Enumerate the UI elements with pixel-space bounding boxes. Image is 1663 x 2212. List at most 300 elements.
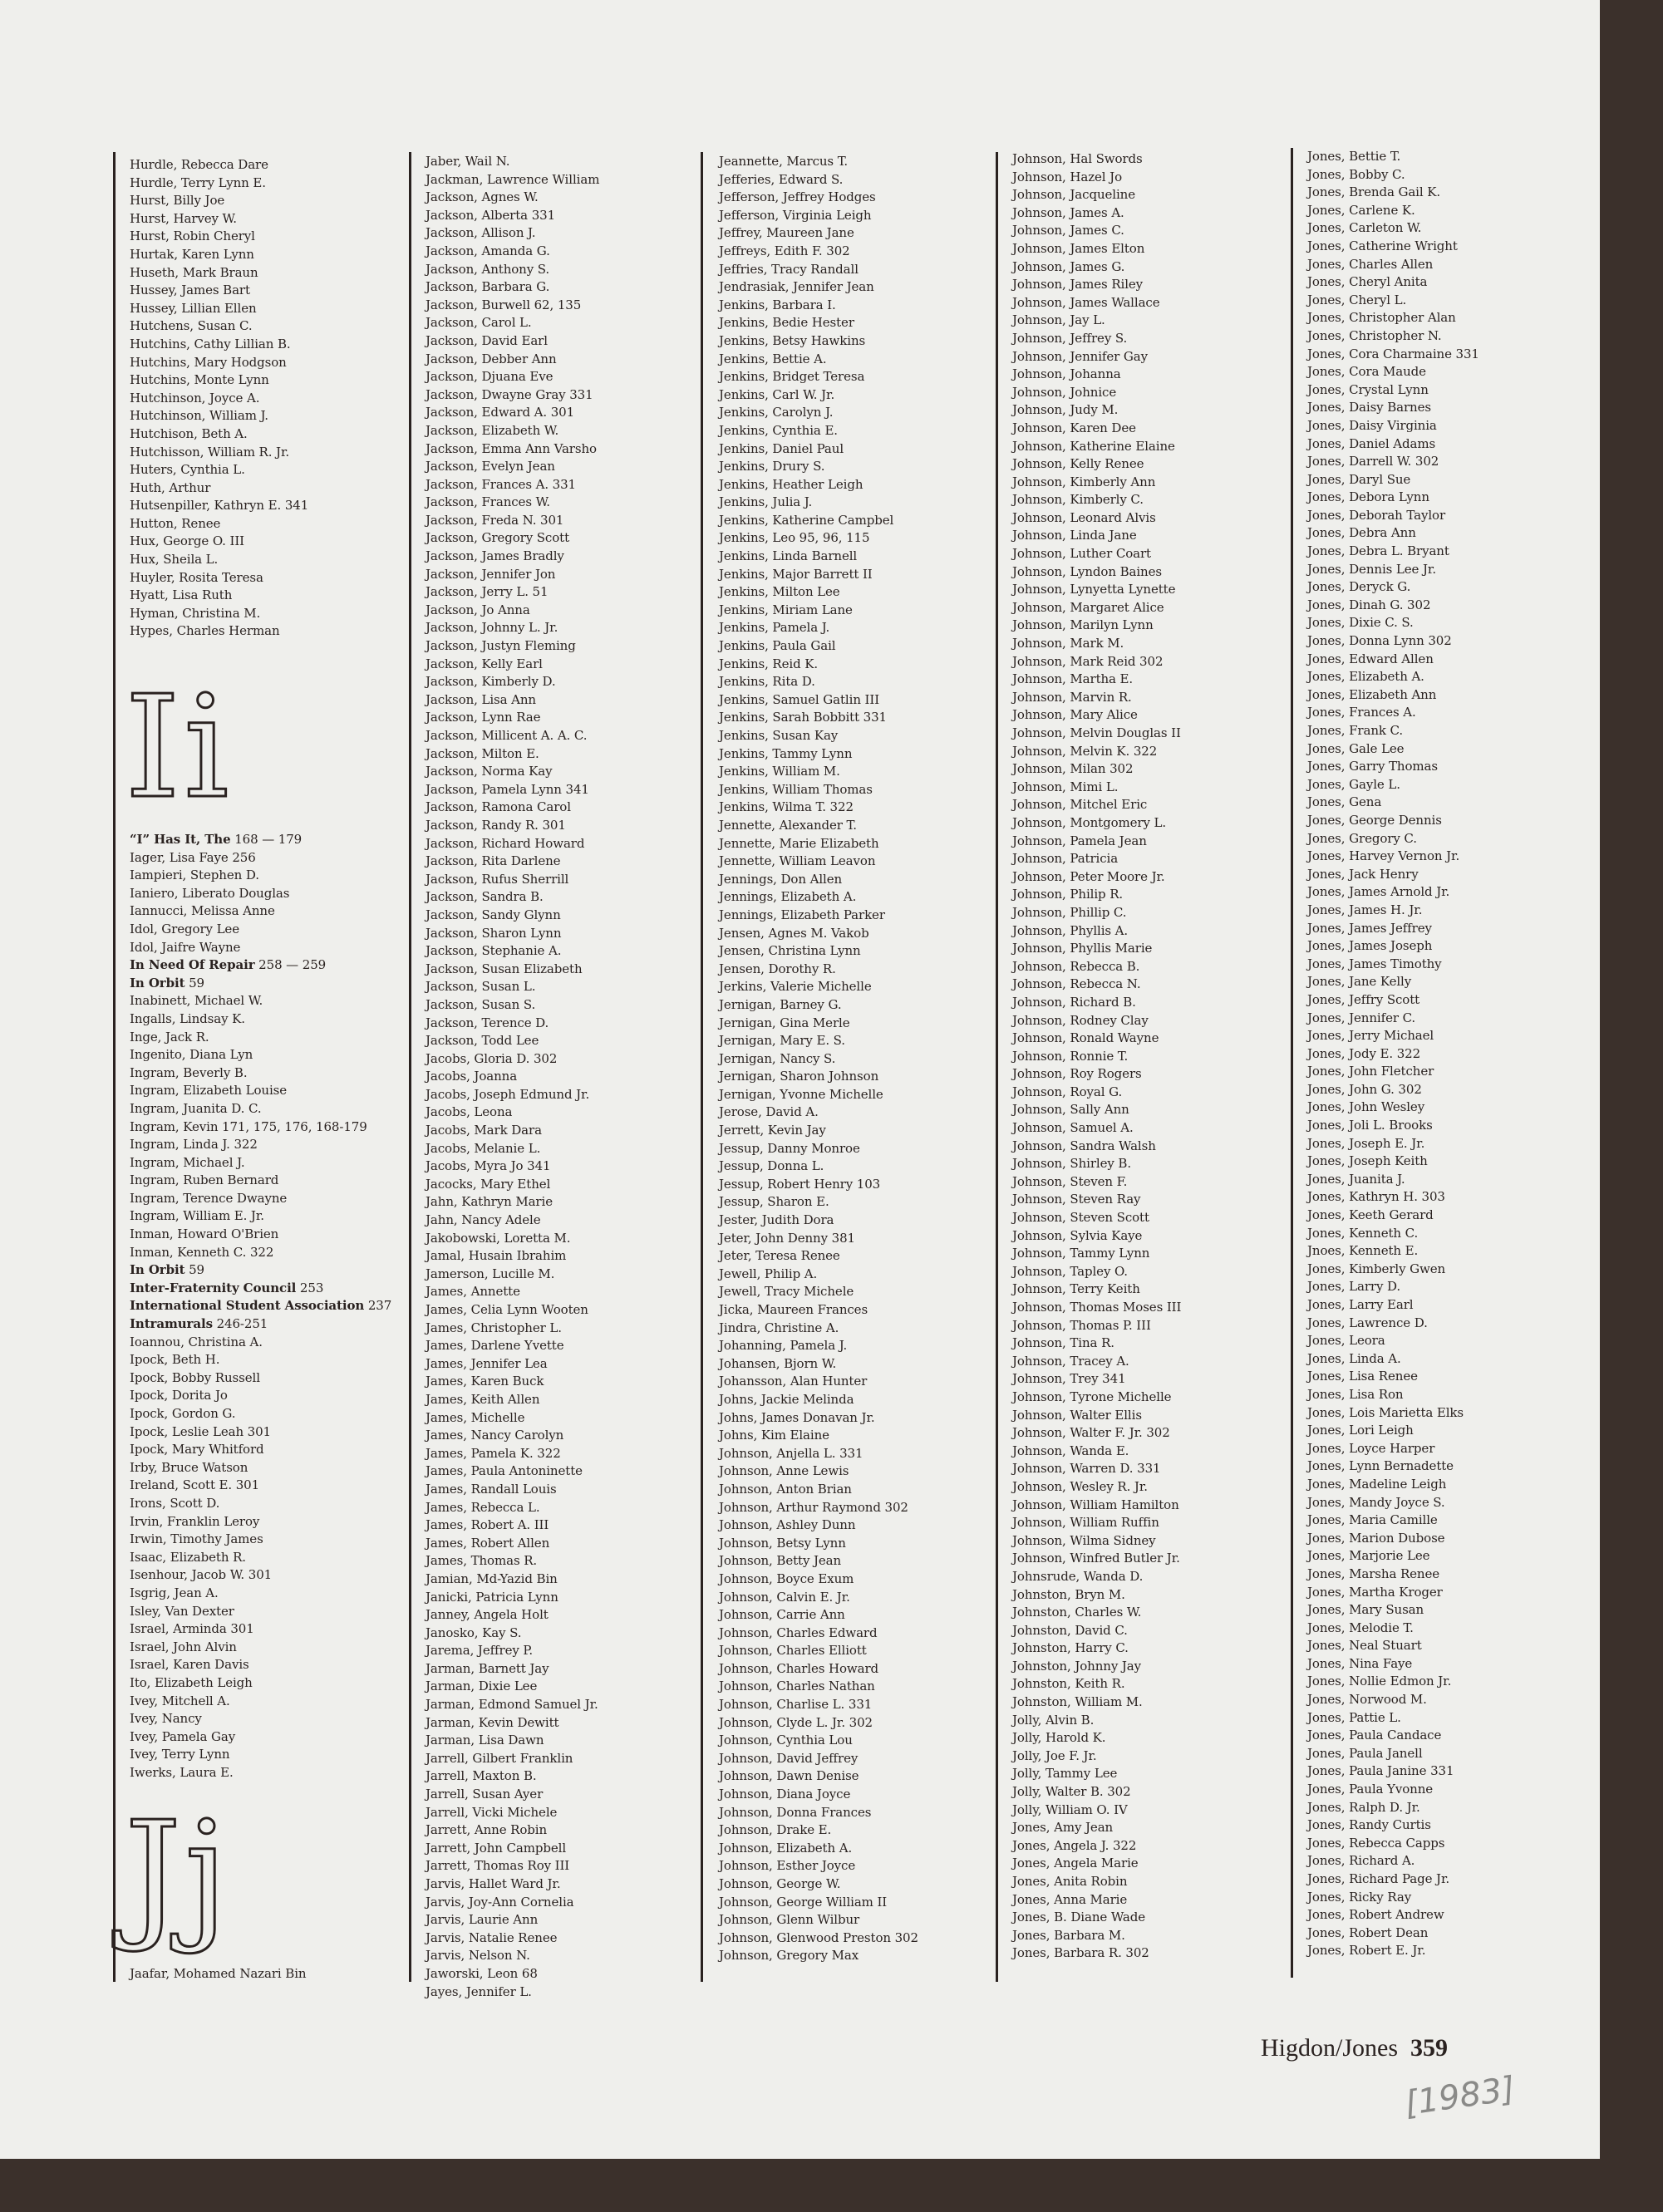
index-entry: Jones, Bobby C. — [1307, 166, 1405, 182]
index-entry: Jessup, Danny Monroe — [719, 1140, 860, 1156]
index-entry: Jones, Debra Ann — [1307, 525, 1416, 541]
index-entry: Johnson, Glenn Wilbur — [719, 1912, 860, 1928]
index-entry: Jackson, Susan S. — [426, 996, 536, 1012]
index-entry: Jenkins, Barbara I. — [719, 297, 836, 312]
index-entry: Johnson, Jeffrey S. — [1012, 330, 1128, 346]
index-entry: Johnson, Betty Jean — [719, 1553, 842, 1569]
index-entry: Jones, Elizabeth Ann — [1307, 686, 1437, 702]
index-entry: Hurdle, Rebecca Dare — [130, 157, 268, 172]
index-entry: Jacobs, Gloria D. 302 — [426, 1050, 558, 1066]
index-entry: Jennette, Marie Elizabeth — [719, 835, 879, 851]
index-entry: Jones, Barbara M. — [1012, 1927, 1125, 1943]
index-entry: Jones, Robert E. Jr. — [1307, 1943, 1426, 1959]
index-entry: Israel, Arminda 301 — [130, 1621, 254, 1637]
index-entry: Jackson, Evelyn Jean — [426, 459, 555, 474]
entry-pages: 258 — 259 — [254, 957, 327, 973]
index-entry: Jones, Jeffry Scott — [1307, 991, 1420, 1007]
index-entry: Isgrig, Jean A. — [130, 1585, 219, 1600]
index-entry: Hurtak, Karen Lynn — [130, 246, 254, 262]
index-entry: Jackson, Johnny L. Jr. — [426, 620, 558, 636]
index-entry: Jones, Nina Faye — [1307, 1655, 1413, 1671]
index-entry: Johnson, Warren D. 331 — [1012, 1461, 1161, 1477]
index-entry: Jacobs, Myra Jo 341 — [426, 1158, 551, 1174]
index-entry: Jarman, Barnett Jay — [426, 1660, 549, 1676]
index-entry: Jones, Maria Camille — [1307, 1512, 1438, 1528]
index-entry: Jackson, Sharon Lynn — [426, 925, 562, 941]
entry-pages: 237 — [364, 1298, 392, 1314]
index-column-4 — [1012, 150, 1181, 1963]
index-entry: Jones, Richard Page Jr. — [1307, 1871, 1450, 1886]
index-entry: Jarrett, Thomas Roy III — [426, 1858, 570, 1874]
entry-title: Inter-Fraternity Council — [130, 1280, 297, 1295]
index-entry: Jones, Carleton W. — [1307, 220, 1422, 236]
index-entry: Irwin, Timothy James — [130, 1531, 263, 1547]
index-entry: James, Nancy Carolyn — [426, 1428, 564, 1443]
index-entry: Johnson, Wesley R. Jr. — [1012, 1478, 1148, 1494]
index-entry: Jennette, William Leavon — [719, 853, 876, 869]
index-entry: Isley, Van Dexter — [130, 1603, 234, 1619]
index-entry: Jefferson, Jeffrey Hodges — [719, 189, 876, 205]
index-entry: Jenkins, Major Barrett II — [719, 566, 873, 582]
index-entry: Johnson, Esther Joyce — [719, 1858, 856, 1874]
index-entry: Jackson, Ramona Carol — [426, 799, 571, 815]
index-entry: Johnson, Marilyn Lynn — [1012, 617, 1154, 633]
index-entry: Jessup, Donna L. — [719, 1158, 824, 1174]
index-entry: Johnson, Kelly Renee — [1012, 456, 1144, 472]
index-entry: Johns, Jackie Melinda — [719, 1391, 854, 1407]
index-entry: James, Christopher L. — [426, 1320, 562, 1335]
index-entry: Jernigan, Sharon Johnson — [719, 1069, 879, 1084]
index-entry: James, Pamela K. 322 — [426, 1445, 561, 1461]
index-entry: Jones, Joli L. Brooks — [1307, 1118, 1433, 1133]
index-entry: Jenkins, William Thomas — [719, 781, 873, 797]
index-entry: Johnson, Carrie Ann — [719, 1607, 845, 1623]
index-entry: Jenkins, Julia J. — [719, 494, 813, 510]
index-entry: Jones, Jody E. 322 — [1307, 1045, 1421, 1061]
index-entry: Hypes, Charles Herman — [130, 623, 280, 639]
entry-title: Intramurals — [130, 1316, 213, 1332]
index-entry: Johnston, David C. — [1012, 1622, 1128, 1638]
page-number: 359 — [1410, 2034, 1448, 2062]
index-entry: Inge, Jack R. — [130, 1029, 209, 1045]
index-entry: Huth, Arthur — [130, 479, 211, 495]
index-entry: Jones, Donna Lynn 302 — [1307, 633, 1452, 649]
index-column-1-i — [130, 831, 391, 1782]
index-entry: James, Michelle — [426, 1409, 525, 1425]
index-entry: Jones, Rebecca Capps — [1307, 1835, 1445, 1851]
index-entry: Jaber, Wail N. — [426, 154, 510, 169]
index-entry: Jones, John Wesley — [1307, 1099, 1425, 1115]
index-entry: Johnson, Johnice — [1012, 384, 1117, 400]
index-entry: Jones, Linda A. — [1307, 1350, 1401, 1366]
index-entry: Johnson, Thomas Moses III — [1012, 1300, 1182, 1315]
index-entry: Johnson, William Hamilton — [1012, 1497, 1179, 1512]
index-entry: Jackson, Freda N. 301 — [426, 512, 564, 528]
index-entry: Johnson, Lyndon Baines — [1012, 563, 1162, 579]
index-entry — [130, 1297, 391, 1315]
index-entry: Jessup, Sharon E. — [719, 1194, 829, 1210]
index-entry: Johnston, Harry C. — [1012, 1640, 1129, 1656]
index-entry: Johnson, Boyce Exum — [719, 1571, 854, 1586]
index-entry: Johnson, Shirley B. — [1012, 1156, 1132, 1172]
index-entry: Hutchens, Susan C. — [130, 318, 253, 334]
index-entry: Jones, Ralph D. Jr. — [1307, 1799, 1420, 1815]
index-entry: Johansen, Bjorn W. — [719, 1355, 837, 1371]
column-rule — [996, 152, 998, 1982]
index-entry: Ito, Elizabeth Leigh — [130, 1674, 253, 1690]
index-entry: Jones, Deryck G. — [1307, 579, 1411, 595]
index-entry: Johnson, Anne Lewis — [719, 1463, 849, 1479]
index-entry: Janney, Angela Holt — [426, 1607, 549, 1623]
index-entry: Jones, Angela Marie — [1012, 1856, 1139, 1871]
index-entry: Jarrell, Gilbert Franklin — [426, 1750, 573, 1766]
index-entry: Jackson, Terence D. — [426, 1015, 549, 1030]
index-entry: Johnson, Elizabeth A. — [719, 1840, 853, 1856]
index-entry: Jackson, Rufus Sherrill — [426, 871, 569, 887]
index-entry: Jolly, Alvin B. — [1012, 1712, 1095, 1728]
index-entry: Jones, Gena — [1307, 794, 1382, 810]
index-entry: Johnson, Kimberly C. — [1012, 492, 1144, 508]
index-entry: Ingram, Linda J. 322 — [130, 1137, 258, 1153]
index-entry: Jensen, Dorothy R. — [719, 961, 836, 976]
index-entry: Jones, Mandy Joyce S. — [1307, 1494, 1445, 1510]
index-entry: Ivey, Terry Lynn — [130, 1747, 230, 1762]
index-entry: Johnson, Lynyetta Lynette — [1012, 582, 1176, 597]
index-entry: Jones, Garry Thomas — [1307, 759, 1438, 774]
index-entry: Jefferies, Edward S. — [719, 171, 844, 187]
index-entry — [130, 831, 391, 849]
index-entry: Johnston, William M. — [1012, 1694, 1143, 1710]
index-entry: Jolly, William O. IV — [1012, 1802, 1128, 1817]
index-entry: Johnson, William Ruffin — [1012, 1515, 1159, 1531]
index-entry: Johnson, Tapley O. — [1012, 1263, 1128, 1279]
index-entry: Jones, Cheryl Anita — [1307, 274, 1428, 290]
index-entry: Hutchins, Monte Lynn — [130, 372, 269, 388]
index-entry: Jones, Joseph Keith — [1307, 1153, 1428, 1169]
index-entry: Johnson, Dawn Denise — [719, 1768, 859, 1784]
index-entry: Jackson, Jerry L. 51 — [426, 584, 549, 600]
index-entry: Johnson, Sally Ann — [1012, 1102, 1129, 1118]
index-entry: Jackson, Justyn Fleming — [426, 638, 576, 654]
index-entry: Johnson, James Elton — [1012, 240, 1145, 256]
index-entry: Jackson, Emma Ann Varsho — [426, 440, 597, 456]
index-entry: Jackson, Burwell 62, 135 — [426, 297, 582, 312]
index-entry: Jernigan, Mary E. S. — [719, 1033, 845, 1049]
index-entry: Jones, Jack Henry — [1307, 866, 1419, 882]
index-entry: Jones, Jane Kelly — [1307, 974, 1412, 990]
index-entry: Johnson, Glenwood Preston 302 — [719, 1929, 918, 1945]
index-entry: Jerrett, Kevin Jay — [719, 1123, 826, 1138]
index-entry: Jolly, Walter B. 302 — [1012, 1784, 1131, 1800]
index-entry: Jarman, Dixie Lee — [426, 1679, 538, 1694]
index-entry: Ingram, William E. Jr. — [130, 1208, 264, 1224]
index-entry: Jeannette, Marcus T. — [719, 154, 849, 169]
index-entry: Jones, Mary Susan — [1307, 1602, 1424, 1618]
index-entry: Jenkins, Susan Kay — [719, 728, 839, 743]
index-entry: James, Darlene Yvette — [426, 1338, 564, 1354]
index-entry: Ingram, Juanita D. C. — [130, 1100, 262, 1116]
index-entry: Hux, Sheila L. — [130, 552, 219, 568]
index-entry: Jendrasiak, Jennifer Jean — [719, 279, 874, 295]
index-entry: Johnson, Cynthia Lou — [719, 1733, 853, 1748]
index-entry: Jones, Lawrence D. — [1307, 1315, 1428, 1330]
index-entry: James, Celia Lynn Wooten — [426, 1302, 588, 1317]
index-entry — [130, 975, 391, 993]
index-entry: Jarvis, Hallet Ward Jr. — [426, 1876, 561, 1891]
index-entry: Johnson, Betsy Lynn — [719, 1535, 846, 1551]
index-entry: Johnson, Royal G. — [1012, 1084, 1123, 1099]
index-entry: Jackson, Barbara G. — [426, 279, 550, 295]
index-entry: Johnston, Keith R. — [1012, 1676, 1125, 1692]
index-entry: Jones, Dixie C. S. — [1307, 615, 1414, 631]
index-entry: James, Keith Allen — [426, 1391, 540, 1407]
index-entry: Jackson, Elizabeth W. — [426, 422, 559, 438]
index-entry: Johnson, Judy M. — [1012, 402, 1119, 418]
index-entry: Jefferson, Virginia Leigh — [719, 207, 872, 223]
index-entry: Jeffrey, Maureen Jane — [719, 225, 854, 241]
index-entry: Ingram, Kevin 171, 175, 176, 168-179 — [130, 1118, 367, 1134]
index-entry: Jamal, Husain Ibrahim — [426, 1248, 567, 1264]
index-entry: Jones, George Dennis — [1307, 812, 1442, 828]
index-entry: Jones, Frank C. — [1307, 723, 1404, 738]
index-entry: Jackson, Frances A. 331 — [426, 476, 576, 492]
index-entry: Hurst, Billy Joe — [130, 193, 225, 209]
index-entry: Hutchison, Beth A. — [130, 425, 248, 441]
index-entry: Jones, Robert Dean — [1307, 1924, 1429, 1940]
index-entry: James, Rebecca L. — [426, 1499, 540, 1515]
index-entry: Johnson, Mitchel Eric — [1012, 797, 1148, 813]
index-entry: Jones, Ricky Ray — [1307, 1889, 1412, 1905]
index-entry: Jenkins, Leo 95, 96, 115 — [719, 530, 870, 546]
index-entry: Jnoes, Kenneth E. — [1307, 1243, 1419, 1259]
index-entry: Jahn, Kathryn Marie — [426, 1194, 553, 1210]
index-entry: Hutsenpiller, Kathryn E. 341 — [130, 498, 309, 514]
index-entry: Jones, Randy Curtis — [1307, 1817, 1431, 1833]
index-entry: Johansson, Alan Hunter — [719, 1374, 868, 1389]
index-entry: Jones, Kathryn H. 303 — [1307, 1189, 1445, 1205]
index-entry: Jackson, Todd Lee — [426, 1033, 539, 1049]
index-entry: Jones, Paula Candace — [1307, 1728, 1442, 1743]
index-entry: Irons, Scott D. — [130, 1495, 220, 1511]
index-entry: Johnson, George W. — [719, 1876, 841, 1891]
index-entry: Johnson, Milan 302 — [1012, 761, 1134, 777]
index-entry: Johnson, James A. — [1012, 204, 1124, 220]
index-entry: Jackson, Alberta 331 — [426, 207, 556, 223]
index-entry: Johnson, Arthur Raymond 302 — [719, 1499, 908, 1515]
index-entry: Jones, Melodie T. — [1307, 1620, 1414, 1635]
index-entry: Jamian, Md-Yazid Bin — [426, 1571, 558, 1586]
index-entry: Johnson, Gregory Max — [719, 1948, 859, 1964]
index-entry: Jackson, Jennifer Jon — [426, 566, 556, 582]
index-entry: Jones, Elizabeth A. — [1307, 669, 1424, 685]
index-entry: Johnson, Mark M. — [1012, 636, 1124, 651]
index-entry: Jenkins, Carl W. Jr. — [719, 386, 835, 402]
index-entry: Hutchisson, William R. Jr. — [130, 444, 290, 460]
index-entry: Jones, Debra L. Bryant — [1307, 543, 1449, 559]
index-entry: Jones, James Timothy — [1307, 956, 1442, 971]
index-entry: Hutchinson, William J. — [130, 408, 268, 424]
index-entry: Jones, Darrell W. 302 — [1307, 454, 1439, 469]
index-entry: Iannucci, Melissa Anne — [130, 903, 275, 919]
index-entry: Jarman, Edmond Samuel Jr. — [426, 1697, 598, 1713]
index-entry: Johnson, George William II — [719, 1894, 888, 1910]
index-entry: Jackson, Lynn Rae — [426, 710, 541, 725]
index-entry: Jackson, Randy R. 301 — [426, 817, 566, 833]
index-entry: Jeffries, Tracy Randall — [719, 261, 859, 277]
index-entry: Hutchins, Mary Hodgson — [130, 354, 287, 370]
index-entry: Johnson, Karen Dee — [1012, 420, 1136, 435]
entry-pages: 168 — 179 — [230, 832, 303, 847]
index-entry: Johnson, Jay L. — [1012, 312, 1105, 328]
index-entry: Johnson, Peter Moore Jr. — [1012, 868, 1165, 884]
index-entry: Isaac, Elizabeth R. — [130, 1549, 246, 1565]
index-entry: Jones, Frances A. — [1307, 705, 1416, 720]
index-entry: Jones, Harvey Vernon Jr. — [1307, 848, 1460, 864]
index-entry: Jones, Anita Robin — [1012, 1874, 1128, 1889]
index-entry: Johnson, Tina R. — [1012, 1335, 1114, 1351]
index-entry: Johnson, Phyllis A. — [1012, 922, 1129, 938]
page-footer — [1261, 2034, 1448, 2062]
entry-pages: 253 — [296, 1280, 324, 1295]
index-entry: Jernigan, Nancy S. — [719, 1050, 836, 1066]
index-entry: Jackson, Carol L. — [426, 315, 532, 331]
index-entry: Inman, Kenneth C. 322 — [130, 1244, 274, 1260]
index-entry: Jackson, Debber Ann — [426, 351, 557, 366]
index-entry: Johnson, Phillip C. — [1012, 904, 1127, 920]
index-entry: Johnson, Pamela Jean — [1012, 833, 1147, 848]
index-entry: Jones, Anna Marie — [1012, 1891, 1128, 1907]
index-entry: Jackson, Sandra B. — [426, 889, 544, 905]
index-entry: Jackson, Milton E. — [426, 745, 539, 761]
index-entry: Johnson, Hazel Jo — [1012, 169, 1123, 184]
index-entry: Jones, Marion Dubose — [1307, 1530, 1445, 1546]
index-entry: Jarvis, Nelson N. — [426, 1948, 530, 1964]
index-entry: Jones, Gregory C. — [1307, 830, 1417, 846]
index-entry: Jones, James Arnold Jr. — [1307, 884, 1450, 900]
index-entry: Jayes, Jennifer L. — [426, 1983, 532, 1999]
index-entry: Johnson, Hal Swords — [1012, 151, 1143, 166]
index-entry: Ivey, Pamela Gay — [130, 1728, 236, 1744]
index-entry: Ipock, Dorita Jo — [130, 1388, 228, 1403]
index-entry: Jenkins, Miriam Lane — [719, 602, 853, 617]
index-entry: James, Paula Antoninette — [426, 1463, 583, 1479]
index-entry: Jenkins, Tammy Lynn — [719, 745, 853, 761]
index-entry: Hurdle, Terry Lynn E. — [130, 175, 266, 190]
index-entry: Janicki, Patricia Lynn — [426, 1589, 558, 1605]
index-entry: Jenkins, Rita D. — [719, 674, 815, 690]
index-entry: Johnson, Ronald Wayne — [1012, 1030, 1159, 1046]
index-entry: Johnson, Margaret Alice — [1012, 599, 1164, 615]
index-entry: Jones, Debora Lynn — [1307, 489, 1429, 505]
index-entry: Ipock, Mary Whitford — [130, 1442, 264, 1457]
index-entry: Jackson, Richard Howard — [426, 835, 585, 851]
index-entry: Johnson, Donna Frances — [719, 1804, 872, 1820]
index-entry: Jones, Paula Janell — [1307, 1745, 1423, 1761]
index-entry: Jackson, Pamela Lynn 341 — [426, 781, 589, 797]
index-entry: Johnson, Anjella L. 331 — [719, 1445, 863, 1461]
index-entry: Hussey, Lillian Ellen — [130, 300, 257, 316]
index-entry — [130, 1315, 391, 1334]
index-entry: Jones, Paula Yvonne — [1307, 1782, 1434, 1797]
index-column-1-h — [130, 156, 308, 641]
handwritten-year-note: [1983] — [1402, 2069, 1518, 2124]
index-entry: Ingram, Ruben Bernard — [130, 1172, 279, 1188]
index-entry: Ireland, Scott E. 301 — [130, 1477, 260, 1493]
index-entry: Johnson, David Jeffrey — [719, 1750, 859, 1766]
index-entry: Jones, Angela J. 322 — [1012, 1837, 1137, 1853]
index-entry: Johnson, Martha E. — [1012, 671, 1134, 687]
index-entry: Johnson, Walter Ellis — [1012, 1407, 1142, 1423]
index-entry: Jackson, Allison J. — [426, 225, 536, 241]
index-entry: Jones, Edward Allen — [1307, 651, 1434, 666]
index-entry: Jackson, Anthony S. — [426, 261, 550, 277]
index-entry: Johnson, Johanna — [1012, 366, 1121, 382]
index-entry: Jester, Judith Dora — [719, 1212, 834, 1228]
index-entry: Johnson, Rebecca B. — [1012, 958, 1140, 974]
index-entry: Johnson, Roy Rogers — [1012, 1066, 1142, 1082]
index-entry: Jahn, Nancy Adele — [426, 1212, 541, 1228]
index-entry: Jones, John G. 302 — [1307, 1081, 1422, 1097]
index-entry: Jewell, Philip A. — [719, 1266, 818, 1281]
index-entry: Jacobs, Leona — [426, 1104, 513, 1120]
index-entry: Jackson, David Earl — [426, 332, 548, 348]
index-entry: Johnson, Drake E. — [719, 1822, 832, 1838]
entry-pages: 59 — [185, 975, 204, 990]
index-entry: Jones, Daniel Adams — [1307, 435, 1436, 451]
index-entry: Jones, Gayle L. — [1307, 776, 1400, 792]
index-entry: Jessup, Robert Henry 103 — [719, 1176, 881, 1192]
index-entry: Johnson, Melvin K. 322 — [1012, 743, 1158, 759]
index-entry: Jackson, Dwayne Gray 331 — [426, 386, 593, 402]
index-entry: Jones, Marsha Renee — [1307, 1566, 1440, 1581]
index-entry: Ivey, Nancy — [130, 1711, 202, 1727]
index-entry: Jarrell, Maxton B. — [426, 1768, 537, 1784]
index-entry: Hutton, Renee — [130, 515, 221, 531]
index-entry: Johnson, Rebecca N. — [1012, 976, 1141, 992]
index-entry: Ioannou, Christina A. — [130, 1334, 263, 1349]
index-entry: Johnson, Phyllis Marie — [1012, 941, 1153, 956]
index-entry: Jackson, Lisa Ann — [426, 691, 536, 707]
index-entry: Johns, Kim Elaine — [719, 1428, 829, 1443]
index-entry: Janosko, Kay S. — [426, 1625, 522, 1640]
index-entry: Johnson, Patricia — [1012, 851, 1119, 867]
index-entry: Johanning, Pamela J. — [719, 1338, 848, 1354]
index-entry: Jennette, Alexander T. — [719, 817, 857, 833]
index-entry: Johnsrude, Wanda D. — [1012, 1568, 1144, 1584]
index-entry: Johnson, James C. — [1012, 223, 1124, 238]
index-entry: Jackson, Amanda G. — [426, 243, 550, 258]
index-entry: Jernigan, Gina Merle — [719, 1015, 850, 1030]
index-entry: Jarrell, Susan Ayer — [426, 1787, 544, 1802]
index-column-1-j — [130, 1965, 306, 1983]
index-entry: Johnson, Luther Coart — [1012, 546, 1151, 562]
index-entry: Jackson, Kelly Earl — [426, 656, 543, 671]
index-entry: Johnson, Charles Edward — [719, 1625, 878, 1640]
index-entry: Jones, Dinah G. 302 — [1307, 597, 1431, 612]
index-entry: Jenkins, Cynthia E. — [719, 422, 838, 438]
index-entry: Jarema, Jeffrey P. — [426, 1643, 534, 1659]
index-entry: Jackson, James Bradly — [426, 548, 564, 564]
index-entry: Iampieri, Stephen D. — [130, 868, 259, 883]
index-entry: Jones, Daisy Barnes — [1307, 400, 1431, 415]
index-entry: Hussey, James Bart — [130, 283, 250, 298]
entry-pages: 59 — [185, 1262, 204, 1278]
index-entry: Jackson, Sandy Glynn — [426, 907, 561, 922]
index-entry: Jaafar, Mohamed Nazari Bin — [130, 1966, 307, 1981]
index-entry: Ingalls, Lindsay K. — [130, 1010, 245, 1026]
index-entry: Jenkins, Pamela J. — [719, 620, 830, 636]
index-entry: Johnson, Mark Reid 302 — [1012, 653, 1164, 669]
